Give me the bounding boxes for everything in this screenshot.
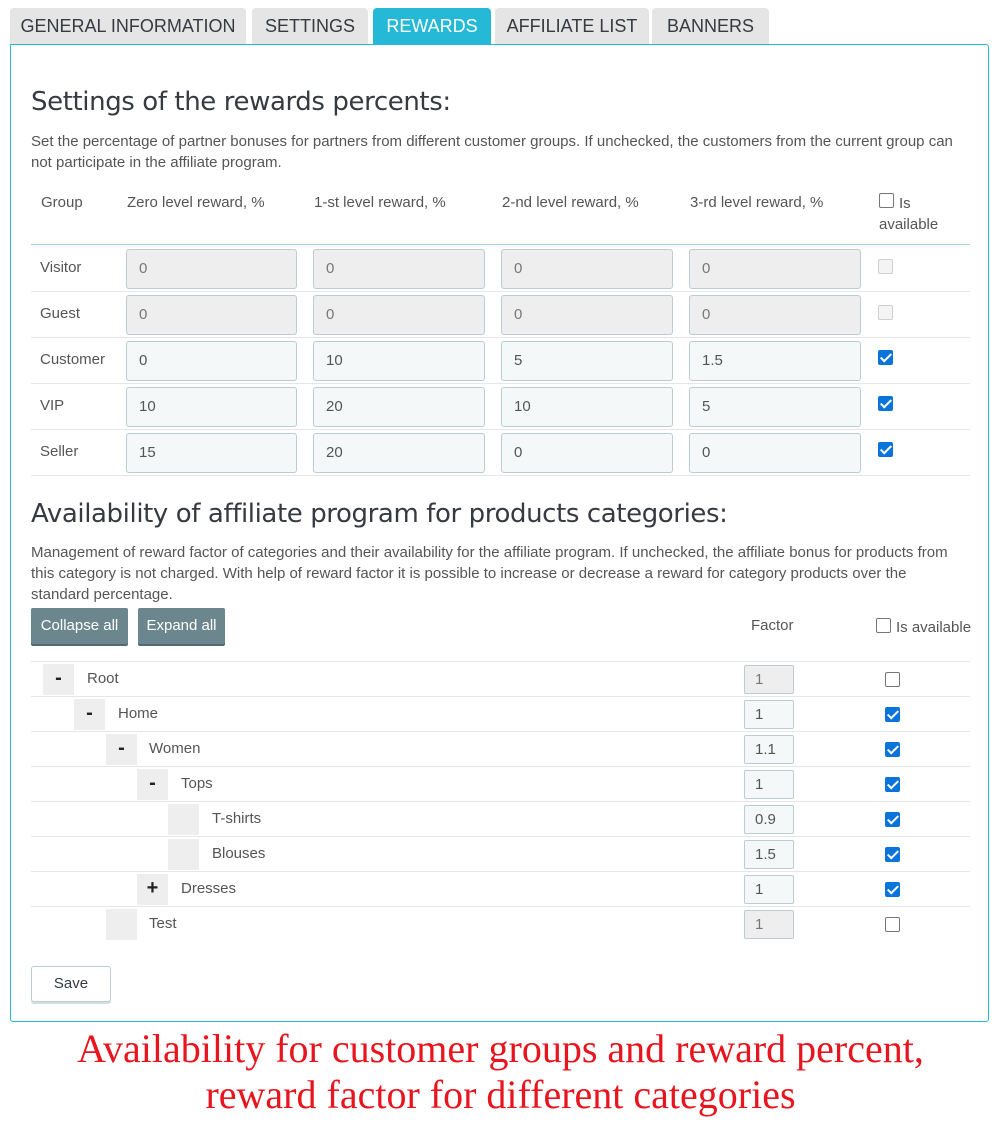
category-home-label: Home bbox=[118, 705, 159, 722]
dresses-available-checkbox[interactable] bbox=[885, 882, 900, 897]
seller-zero-level-input[interactable]: 15 bbox=[126, 433, 297, 473]
group-name-seller: Seller bbox=[40, 443, 79, 460]
blouses-factor-input[interactable]: 1.5 bbox=[744, 840, 794, 869]
categories-description: Management of reward factor of categories and their availability for the affiliate program. If unchecked, the affiliate bonus for products from this category is not charged. With help of reward factor it is possible to increase or decrease a reward for category products over the standard percentage. bbox=[31, 544, 948, 603]
guest-second-level-input[interactable]: 0 bbox=[501, 295, 673, 335]
expand-all-button[interactable]: Expand all bbox=[138, 608, 225, 644]
visitor-available-checkbox[interactable] bbox=[878, 259, 893, 274]
seller-first-level-input[interactable]: 20 bbox=[313, 433, 485, 473]
customer-available-checkbox[interactable] bbox=[878, 350, 893, 365]
vip-available-checkbox[interactable] bbox=[878, 396, 893, 411]
col-header-zero-level: Zero level reward, % bbox=[127, 194, 265, 211]
collapse-all-button[interactable]: Collapse all bbox=[31, 608, 128, 644]
women-factor-input[interactable]: 1.1 bbox=[744, 735, 794, 764]
rewards-title: Settings of the rewards percents: bbox=[31, 87, 451, 117]
tops-available-checkbox[interactable] bbox=[885, 777, 900, 792]
category-dresses-label: Dresses bbox=[181, 880, 237, 897]
guest-zero-level-input[interactable]: 0 bbox=[126, 295, 297, 335]
col-header-second-level: 2-nd level reward, % bbox=[502, 194, 639, 211]
rewards-panel bbox=[10, 44, 989, 1022]
tshirts-toggle-placeholder bbox=[168, 804, 199, 835]
collapse-women-toggle[interactable]: - bbox=[106, 734, 137, 765]
visitor-zero-level-input[interactable]: 0 bbox=[126, 249, 297, 289]
row-divider bbox=[31, 429, 970, 430]
category-tshirts-label: T-shirts bbox=[212, 810, 262, 827]
category-women-label: Women bbox=[149, 740, 201, 757]
guest-third-level-input[interactable]: 0 bbox=[689, 295, 861, 335]
category-root-label: Root bbox=[87, 670, 119, 687]
row-divider bbox=[31, 291, 970, 292]
category-available-header: Is available bbox=[896, 619, 972, 636]
tab-affiliate-list[interactable]: AFFILIATE LIST bbox=[495, 8, 649, 45]
header-divider bbox=[31, 244, 970, 245]
blouses-toggle-placeholder bbox=[168, 839, 199, 870]
collapse-tops-toggle[interactable]: - bbox=[137, 769, 168, 800]
tshirts-factor-input[interactable]: 0.9 bbox=[744, 805, 794, 834]
customer-second-level-input[interactable]: 5 bbox=[501, 341, 673, 381]
row-divider bbox=[31, 731, 970, 732]
guest-first-level-input[interactable]: 0 bbox=[313, 295, 485, 335]
vip-zero-level-input[interactable]: 10 bbox=[126, 387, 297, 427]
row-divider bbox=[31, 383, 970, 384]
col-header-first-level: 1-st level reward, % bbox=[314, 194, 446, 211]
row-divider bbox=[31, 337, 970, 338]
group-name-customer: Customer bbox=[40, 351, 106, 368]
root-available-checkbox[interactable] bbox=[885, 672, 900, 687]
guest-available-checkbox[interactable] bbox=[878, 305, 893, 320]
seller-available-checkbox[interactable] bbox=[878, 442, 893, 457]
group-name-guest: Guest bbox=[40, 305, 81, 322]
test-toggle-placeholder bbox=[106, 909, 137, 940]
collapse-root-toggle[interactable]: - bbox=[43, 664, 74, 695]
customer-zero-level-input[interactable]: 0 bbox=[126, 341, 297, 381]
row-divider bbox=[31, 871, 970, 872]
row-divider bbox=[31, 836, 970, 837]
col-header-available: Is available bbox=[879, 195, 939, 233]
category-blouses-label: Blouses bbox=[212, 845, 266, 862]
dresses-factor-input[interactable]: 1 bbox=[744, 875, 794, 904]
customer-first-level-input[interactable]: 10 bbox=[313, 341, 485, 381]
category-test-label: Test bbox=[149, 915, 177, 932]
tree-top-divider bbox=[31, 661, 970, 662]
row-divider bbox=[31, 475, 970, 476]
visitor-second-level-input[interactable]: 0 bbox=[501, 249, 673, 289]
categories-title: Availability of affiliate program for products categories: bbox=[31, 499, 728, 529]
caption-line-2: reward factor for different categories bbox=[205, 1072, 796, 1117]
test-factor-input[interactable]: 1 bbox=[744, 910, 794, 939]
expand-dresses-toggle[interactable]: + bbox=[137, 874, 168, 905]
tops-factor-input[interactable]: 1 bbox=[744, 770, 794, 799]
tab-banners[interactable]: BANNERS bbox=[652, 8, 769, 45]
root-factor-input[interactable]: 1 bbox=[744, 665, 794, 694]
col-header-group: Group bbox=[41, 194, 83, 211]
visitor-first-level-input[interactable]: 0 bbox=[313, 249, 485, 289]
women-available-checkbox[interactable] bbox=[885, 742, 900, 757]
group-name-visitor: Visitor bbox=[40, 259, 82, 276]
test-available-checkbox[interactable] bbox=[885, 917, 900, 932]
rewards-description: Set the percentage of partner bonuses for partners from different customer groups. If unchecked, the customers from the current group can not participate in the affiliate program. bbox=[31, 133, 953, 171]
tab-general-information[interactable]: GENERAL INFORMATION bbox=[10, 8, 246, 45]
col-header-third-level: 3-rd level reward, % bbox=[690, 194, 824, 211]
seller-second-level-input[interactable]: 0 bbox=[501, 433, 673, 473]
tshirts-available-checkbox[interactable] bbox=[885, 812, 900, 827]
vip-second-level-input[interactable]: 10 bbox=[501, 387, 673, 427]
tab-rewards[interactable]: REWARDS bbox=[373, 8, 491, 45]
home-available-checkbox[interactable] bbox=[885, 707, 900, 722]
visitor-third-level-input[interactable]: 0 bbox=[689, 249, 861, 289]
seller-third-level-input[interactable]: 0 bbox=[689, 433, 861, 473]
customer-third-level-input[interactable]: 1.5 bbox=[689, 341, 861, 381]
blouses-available-checkbox[interactable] bbox=[885, 847, 900, 862]
category-tops-label: Tops bbox=[181, 775, 213, 792]
group-name-vip: VIP bbox=[40, 397, 65, 414]
select-all-categories-checkbox[interactable] bbox=[876, 618, 891, 633]
row-divider bbox=[31, 766, 970, 767]
save-button[interactable]: Save bbox=[31, 966, 111, 1002]
row-divider bbox=[31, 696, 970, 697]
home-factor-input[interactable]: 1 bbox=[744, 700, 794, 729]
factor-header: Factor bbox=[751, 617, 794, 634]
vip-first-level-input[interactable]: 20 bbox=[313, 387, 485, 427]
caption-line-1: Availability for customer groups and reward percent, bbox=[77, 1026, 924, 1071]
row-divider bbox=[31, 906, 970, 907]
collapse-home-toggle[interactable]: - bbox=[74, 699, 105, 730]
vip-third-level-input[interactable]: 5 bbox=[689, 387, 861, 427]
row-divider bbox=[31, 801, 970, 802]
tab-settings[interactable]: SETTINGS bbox=[252, 8, 368, 45]
